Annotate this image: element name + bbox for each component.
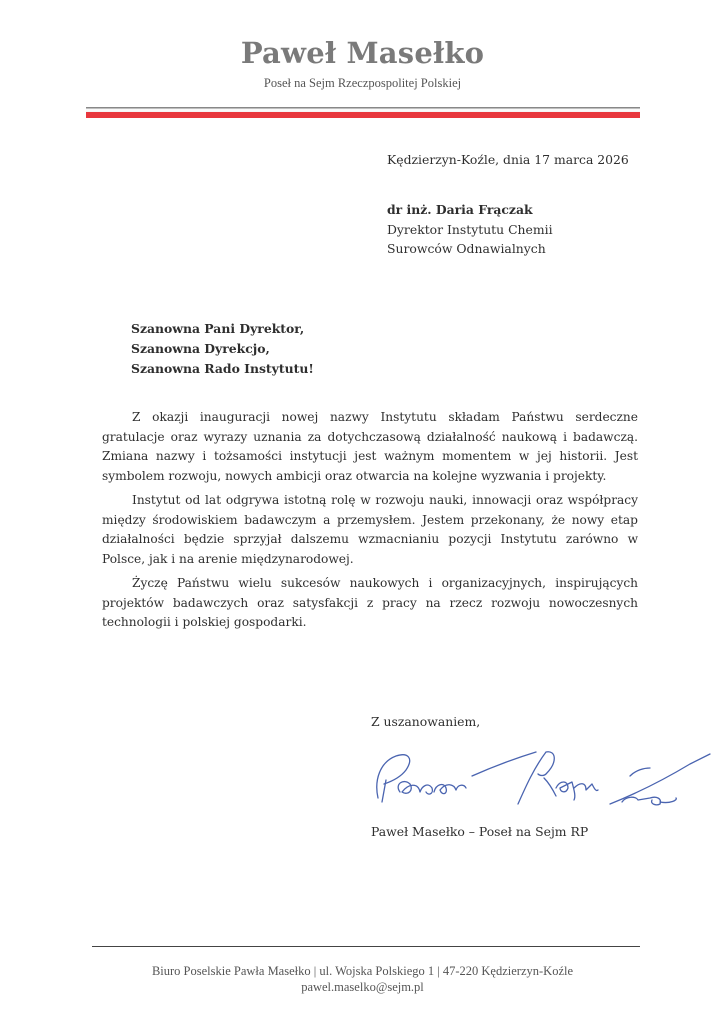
greeting-line: Szanowna Pani Dyrektor,	[131, 321, 305, 336]
footer-divider	[92, 946, 640, 947]
body-paragraph: Z okazji inauguracji nowej nazwy Instytutu składam Państwu serdeczne gratulacje oraz wyrazy uznania za dotychczasową działalność naukową i badawczą. Zmiana nazwy i tożsamości instytucji jest ważnym momentem w jej historii. Jest symbolem rozwoju, nowych ambicji oraz otwarcia na kolejne wyzwania i projekty.	[102, 410, 638, 483]
greeting-line: Szanowna Rado Instytutu!	[131, 361, 314, 376]
greeting-block	[131, 319, 314, 379]
signatory-line: Paweł Masełko – Poseł na Sejm RP	[371, 824, 589, 839]
band-red-stripe	[86, 112, 640, 118]
body-paragraph-2-wrap	[102, 491, 638, 569]
body-paragraph: Życzę Państwu wielu sukcesów naukowych i organizacyjnych, inspirujących projektów badawczych oraz satysfakcji z pracy na rzecz rozwoju nowoczesnych technologii i polskiej gospodarki.	[102, 576, 638, 629]
body-paragraph: Instytut od lat odgrywa istotną rolę w rozwoju nauki, innowacji oraz współpracy między środowiskiem badawczym a przemysłem. Jestem przekonany, że nowy etap działalności będzie sprzyjał dalszemu wzmacnianiu pozycji Instytutu zarówno w Polsce, jak i na arenie międzynarodowej.	[102, 493, 638, 566]
body-paragraph-1-wrap	[102, 408, 638, 486]
body-paragraph-3-wrap	[102, 574, 638, 633]
letterhead-flag-band	[86, 107, 640, 118]
greeting-line: Szanowna Dyrekcjo,	[131, 341, 270, 356]
recipient-title-line2: Surowców Odnawialnych	[387, 241, 546, 256]
recipient-name: dr inż. Daria Frączak	[387, 202, 533, 217]
date-line: Kędzierzyn-Koźle, dnia 17 marca 2026	[387, 152, 629, 167]
recipient-title-line1: Dyrektor Instytutu Chemii	[387, 221, 553, 237]
closing-line: Z uszanowaniem,	[371, 714, 481, 729]
recipient-block	[387, 200, 553, 259]
footer-address: Biuro Poselskie Pawła Masełko | ul. Wojska Polskiego 1 | 47-220 Kędzierzyn-Koźle	[151, 964, 574, 978]
letterhead-subtitle: Poseł na Sejm Rzeczpospolitej Polskiej	[263, 76, 462, 90]
footer-email: pawel.maselko@sejm.pl	[301, 980, 424, 994]
letterhead-name: Paweł Masełko	[240, 36, 485, 70]
handwritten-signature	[360, 740, 720, 820]
